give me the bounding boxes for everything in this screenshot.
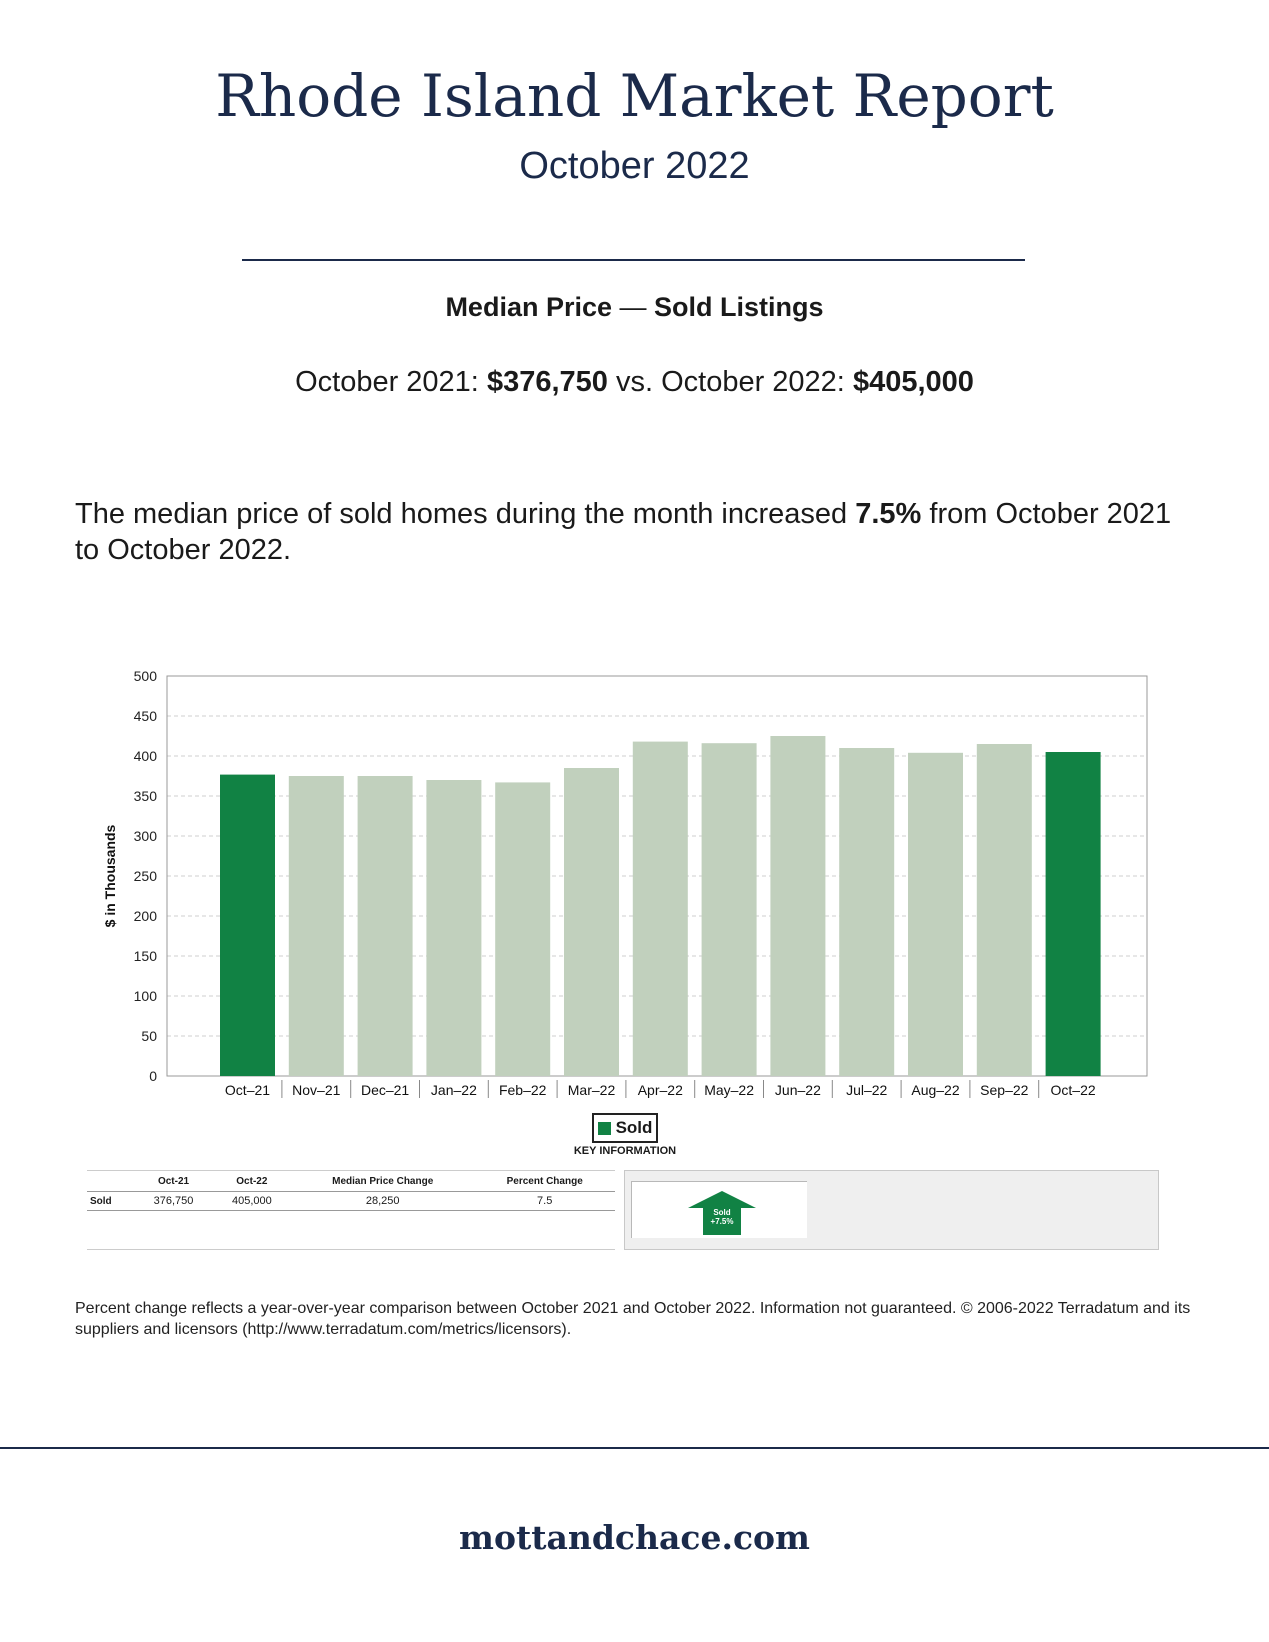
chart-legend xyxy=(592,1113,658,1143)
x-tick-label: Dec–21 xyxy=(360,1082,410,1098)
summary-post: from October 2021 to October 2022. xyxy=(75,498,1172,566)
bar xyxy=(426,780,481,1076)
report-title: Rhode Island Market Report xyxy=(215,62,1054,130)
bar xyxy=(770,736,825,1076)
table-cell: 376,750 xyxy=(134,1192,212,1211)
comparison-value-2021: $376,750 xyxy=(486,366,608,398)
key-information-label: KEY INFORMATION xyxy=(573,1145,677,1157)
y-tick-label: 150 xyxy=(133,948,157,964)
x-tick-label: Jan–22 xyxy=(430,1082,477,1098)
section-title-dash: — xyxy=(619,292,647,322)
y-tick-label: 450 xyxy=(133,708,157,724)
key-info-panel xyxy=(631,1181,807,1238)
table-header-row xyxy=(87,1171,615,1192)
up-arrow-icon xyxy=(688,1191,756,1235)
x-tick-label: Apr–22 xyxy=(637,1082,683,1098)
legend-label: Sold xyxy=(615,1118,653,1137)
table-cell: 28,250 xyxy=(291,1192,474,1211)
y-tick-label: 400 xyxy=(133,748,157,764)
key-info-box xyxy=(624,1170,1159,1250)
y-tick-label: 250 xyxy=(133,868,157,884)
bar xyxy=(495,782,550,1076)
bar xyxy=(289,776,344,1076)
y-tick-label: 50 xyxy=(141,1028,157,1044)
y-tick-label: 0 xyxy=(149,1068,157,1084)
summary-percent: 7.5% xyxy=(855,498,922,530)
price-comparison xyxy=(0,366,1269,399)
footnote: Percent change reflects a year-over-year comparison between October 2021 and October 2022. Information not guaranteed. © 2006-2022 Terradatum and its suppliers and licensors (http://www.terradatum.com/metrics/licensors). xyxy=(75,1300,1191,1338)
table-cell: 7.5 xyxy=(474,1192,615,1211)
section-title xyxy=(0,292,1269,323)
footer-divider xyxy=(0,1447,1269,1449)
arrow-percent: +7.5% xyxy=(710,1217,734,1226)
table-header-cell: Oct-22 xyxy=(213,1171,291,1192)
table-cell: 405,000 xyxy=(213,1192,291,1211)
header-divider xyxy=(242,259,1025,261)
x-tick-label: Sep–22 xyxy=(980,1082,1029,1098)
bar xyxy=(908,753,963,1076)
median-price-chart xyxy=(90,660,1170,1110)
bar xyxy=(633,742,688,1076)
table-header-cell: Oct-21 xyxy=(134,1171,212,1192)
legend-swatch xyxy=(598,1122,611,1135)
y-tick-label: 100 xyxy=(133,988,157,1004)
bar xyxy=(564,768,619,1076)
bar xyxy=(839,748,894,1076)
x-tick-label: Nov–21 xyxy=(292,1082,341,1098)
table-row-empty xyxy=(87,1229,615,1250)
table-header-cell: Percent Change xyxy=(474,1171,615,1192)
data-table xyxy=(87,1170,615,1250)
y-tick-label: 300 xyxy=(133,828,157,844)
footer-site: mottandchace.com xyxy=(459,1518,810,1557)
bar xyxy=(220,775,275,1076)
table-header-cell xyxy=(87,1171,134,1192)
comparison-vs: vs. October 2022: xyxy=(615,366,845,398)
bar xyxy=(977,744,1032,1076)
x-tick-label: Oct–21 xyxy=(224,1082,271,1098)
comparison-value-2022: $405,000 xyxy=(852,366,974,398)
table-header-cell: Median Price Change xyxy=(291,1171,474,1192)
summary-text xyxy=(75,496,1185,568)
x-tick-label: Mar–22 xyxy=(567,1082,616,1098)
bar xyxy=(1046,752,1101,1076)
x-tick-label: Feb–22 xyxy=(498,1082,547,1098)
summary-pre: The median price of sold homes during the month increased xyxy=(75,498,848,530)
y-tick-label: 500 xyxy=(133,668,157,684)
x-tick-label: Jul–22 xyxy=(846,1082,888,1098)
section-title-part1: Median Price xyxy=(445,292,612,322)
report-subtitle: October 2022 xyxy=(519,145,750,187)
table-row xyxy=(87,1192,615,1211)
x-tick-label: Jun–22 xyxy=(774,1082,821,1098)
table-row-empty xyxy=(87,1211,615,1230)
x-tick-label: Oct–22 xyxy=(1050,1082,1096,1098)
bar xyxy=(702,743,757,1076)
y-tick-label: 350 xyxy=(133,788,157,804)
section-title-part2: Sold Listings xyxy=(654,292,824,322)
table-cell: Sold xyxy=(87,1192,134,1211)
y-tick-label: 200 xyxy=(133,908,157,924)
y-axis-label: $ in Thousands xyxy=(102,824,118,928)
arrow-label: Sold xyxy=(713,1208,731,1217)
comparison-label-2021: October 2021: xyxy=(295,366,479,398)
bar xyxy=(358,776,413,1076)
x-tick-label: Aug–22 xyxy=(911,1082,960,1098)
x-tick-label: May–22 xyxy=(704,1082,755,1098)
